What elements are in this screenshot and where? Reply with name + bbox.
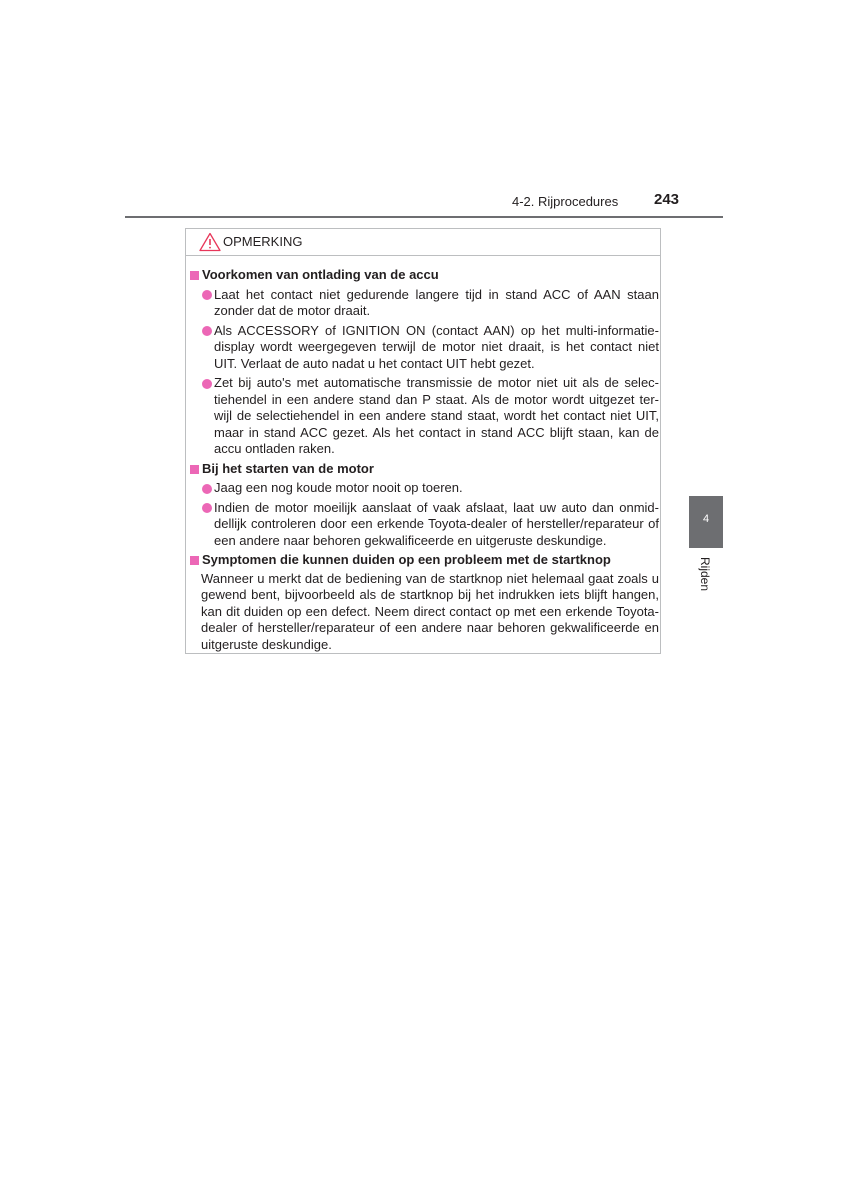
square-bullet-icon <box>190 271 199 280</box>
header-divider <box>125 216 723 218</box>
section-paragraph: Wanneer u merkt dat de bediening van de startknop niet helemaal gaat zoals u gewend bent, bijvoorbeeld als de startknop bij het indrukken iets blijft hangen, kan dit duiden op een defect. Neem direct contact op met een erkende Toyota-dealer of hersteller/reparateur of een andere naar behoren gekwalificeerde en uitgeruste deskundige. <box>201 570 659 652</box>
section-heading: Symptomen die kunnen duiden op een probleem met de startknop <box>189 552 659 569</box>
chapter-number: 4 <box>702 513 710 525</box>
chapter-tab <box>689 496 723 548</box>
notice-title: OPMERKING <box>223 234 303 249</box>
section-title: 4-2. Rijprocedures <box>512 194 619 209</box>
square-bullet-icon <box>190 556 199 565</box>
circle-bullet-icon <box>202 326 212 336</box>
list-item: Zet bij auto's met automatische transmissie de motor niet uit als de selec-tiehendel in een andere stand dan P staat. Als de motor wordt uitgezet ter-wijl de selectiehendel in een andere stand staat, wordt het contact niet UIT, maar in stand ACC gezet. Als het contact in stand ACC blijft staan, kan de accu ontladen raken. <box>189 375 659 458</box>
circle-bullet-icon <box>202 290 212 300</box>
list-item: Jaag een nog koude motor nooit op toeren. <box>189 480 659 497</box>
circle-bullet-icon <box>202 379 212 389</box>
warning-triangle-icon <box>199 232 221 252</box>
list-item: Indien de motor moeilijk aanslaat of vaak afslaat, laat uw auto dan onmid-dellijk controleren door een erkende Toyota-dealer of hersteller/reparateur of een andere naar behoren gekwalificeerde en uitgeruste deskundige. <box>189 500 659 550</box>
circle-bullet-icon <box>202 503 212 513</box>
notice-header <box>186 229 660 256</box>
section-heading: Voorkomen van ontlading van de accu <box>189 267 659 284</box>
square-bullet-icon <box>190 465 199 474</box>
page-number: 243 <box>654 191 680 208</box>
circle-bullet-icon <box>202 484 212 494</box>
list-item: Laat het contact niet gedurende langere tijd in stand ACC of AAN staan zonder dat de motor draait. <box>189 287 659 320</box>
notice-content <box>189 264 659 653</box>
chapter-label: Rijden <box>698 557 712 592</box>
list-item: Als ACCESSORY of IGNITION ON (contact AAN) op het multi-informatie-display wordt weergegeven terwijl de motor niet draait, is het contact niet UIT. Verlaat de auto nadat u het contact UIT hebt gezet. <box>189 323 659 373</box>
section-heading: Bij het starten van de motor <box>189 461 659 478</box>
